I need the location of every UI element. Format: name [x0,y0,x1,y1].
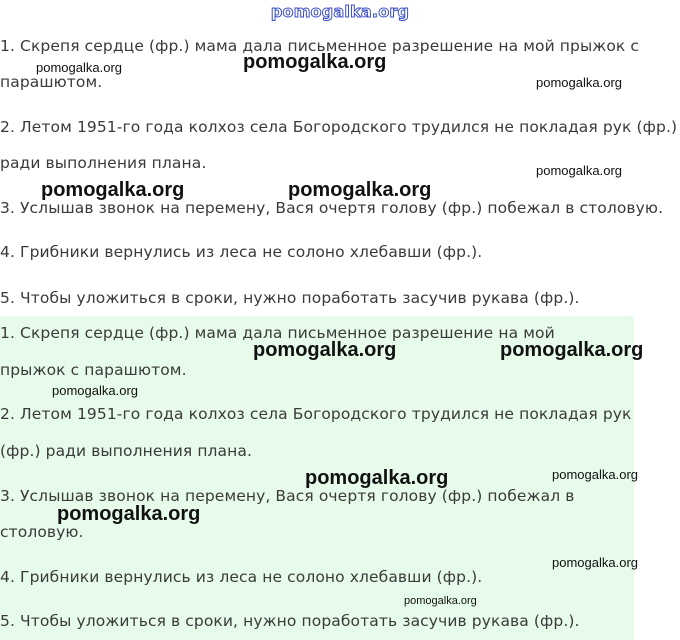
answer-3-line-2: столовую. [0,523,84,541]
watermark: pomogalka.org [404,595,477,607]
sentence-2-line-2: ради выполнения плана. [0,154,207,172]
watermark: pomogalka.org [305,467,449,489]
answer-1-line-1: 1. Скрепя сердце (фр.) мама дала письменное разрешение на мой [0,324,555,342]
watermark: pomogalka.org [52,383,138,398]
sentence-2-line-1: 2. Летом 1951-го года колхоз села Богородского трудился не покладая рук (фр.) [0,118,678,136]
watermark: pomogalka.org [536,75,622,90]
watermark: pomogalka.org [41,179,185,201]
sentence-4-line-1: 4. Грибники вернулись из леса не солоно хлебавши (фр.). [0,243,483,261]
answer-2-line-2: (фр.) ради выполнения плана. [0,442,253,460]
watermark: pomogalka.org [36,60,122,75]
watermark: pomogalka.org [552,555,638,570]
sentence-5-line-1: 5. Чтобы уложиться в сроки, нужно поработать засучив рукава (фр.). [0,289,580,307]
sentence-1-line-2: парашютом. [0,73,103,91]
watermark: pomogalka.org [552,467,638,482]
answer-4-line-1: 4. Грибники вернулись из леса не солоно хлебавши (фр.). [0,568,483,586]
answer-1-line-2: прыжок с парашютом. [0,361,187,379]
watermark: pomogalka.org [536,163,622,178]
sentence-3-line-1: 3. Услышав звонок на перемену, Вася очертя голову (фр.) побежал в столовую. [0,199,664,217]
watermark: pomogalka.org [288,179,432,201]
answer-3-line-1: 3. Услышав звонок на перемену, Вася очертя голову (фр.) побежал в [0,487,575,505]
site-logo[interactable]: pomogalka.org [270,2,410,21]
answer-5-line-1: 5. Чтобы уложиться в сроки, нужно поработать засучив рукава (фр.). [0,612,580,630]
watermark: pomogalka.org [253,339,397,361]
watermark: pomogalka.org [500,339,644,361]
watermark: pomogalka.org [243,51,387,73]
answer-2-line-1: 2. Летом 1951-го года колхоз села Богородского трудился не покладая рук [0,405,632,423]
watermark: pomogalka.org [57,503,201,525]
sentence-1-line-1: 1. Скрепя сердце (фр.) мама дала письменное разрешение на мой прыжок с [0,37,640,55]
